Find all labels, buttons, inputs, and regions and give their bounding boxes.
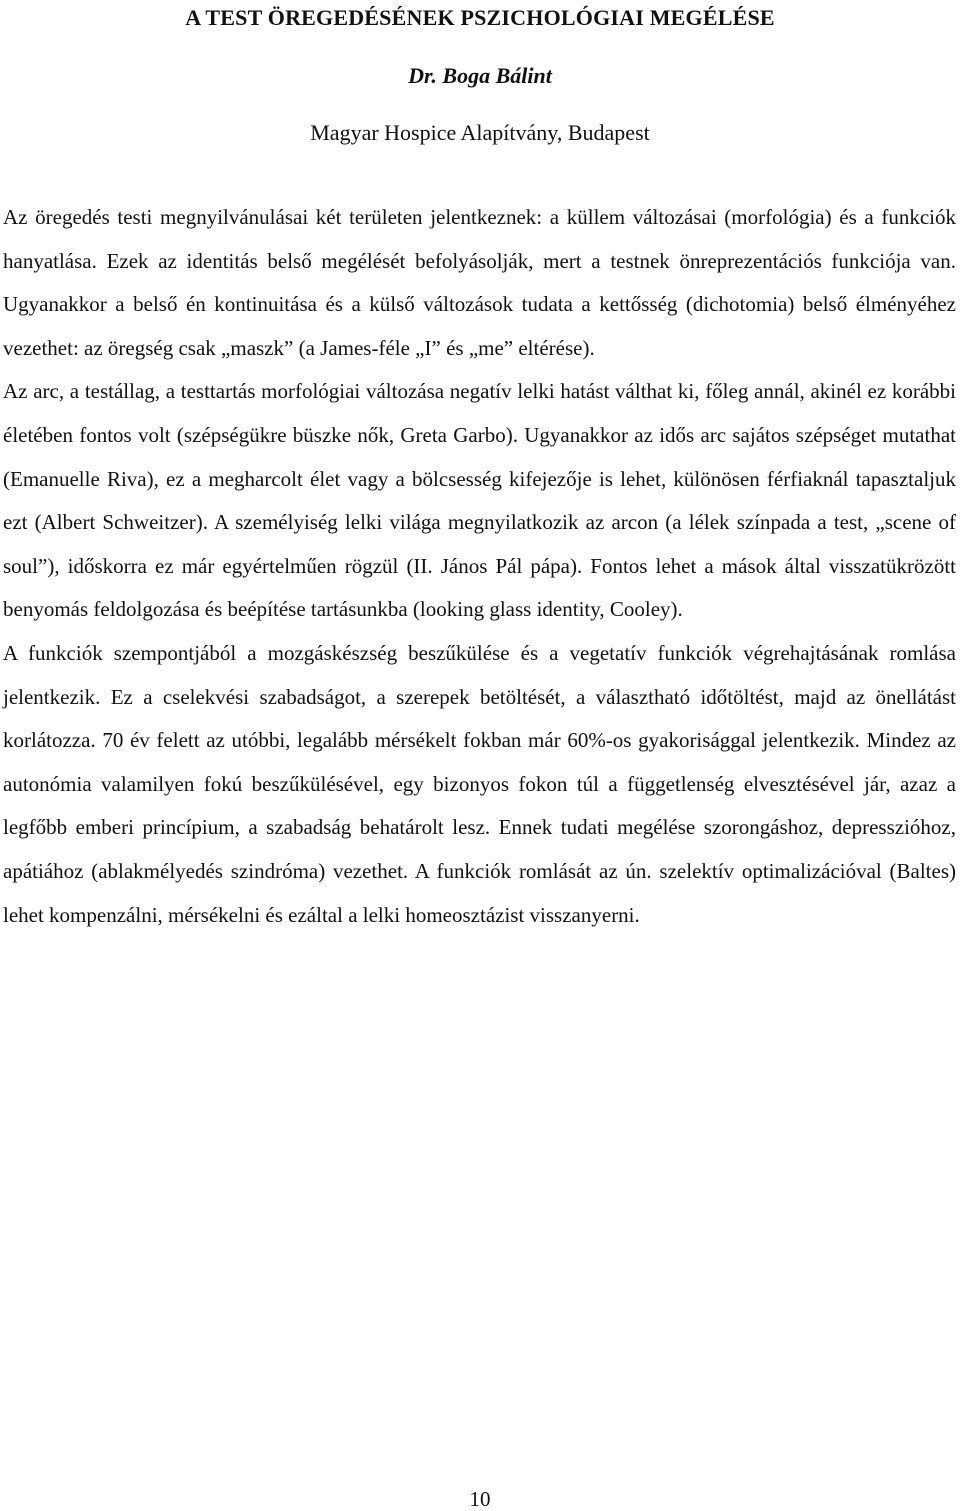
author-affiliation: Magyar Hospice Alapítvány, Budapest bbox=[310, 120, 650, 145]
paragraph-2: Az arc, a testállag, a testtartás morfológiai változása negatív lelki hatást válthat ki, főleg annál, akinél ez korábbi életében fontos volt (szépségükre büszke nők, Greta Garbo). Ugyanakkor az idős arc sajátos szépséget mutathat (Emanuelle Riva), ez a megharcolt élet vagy a bölcsesség kifejezője is lehet, különösen férfiaknál tapasztaljuk ezt (Albert Schweitzer). A személyiség lelki világa megnyilatkozik az arcon (a lélek színpada a test, „scene of soul”), időskorra ez már egyértelműen rögzül (II. János Pál pápa). Fontos lehet a mások által visszatükrözött benyomás feldolgozása és beépítése tartásunkba (looking glass identity, Cooley). bbox=[3, 379, 956, 622]
author-name: Dr. Boga Bálint bbox=[408, 63, 552, 88]
page-number: 10 bbox=[469, 1487, 491, 1511]
body-text bbox=[3, 196, 956, 937]
document-title: A TEST ÖREGEDÉSÉNEK PSZICHOLÓGIAI MEGÉLÉSE bbox=[185, 5, 775, 30]
paragraph-1: Az öregedés testi megnyilvánulásai két területen jelentkeznek: a küllem változásai (morfológia) és a funkciók hanyatlása. Ezek az identitás belső megélését befolyásolják, mert a testnek önreprezentációs funkciója van. Ugyanakkor a belső én kontinuitása és a külső változások tudata a kettősség (dichotomia) belső élményéhez vezethet: az öregség csak „maszk” (a James-féle „I” és „me” eltérése). bbox=[3, 205, 956, 360]
paragraph-3: A funkciók szempontjából a mozgáskészség beszűkülése és a vegetatív funkciók végrehajtásának romlása jelentkezik. Ez a cselekvési szabadságot, a szerepek betöltését, a választható időtöltést, majd az önellátást korlátozza. 70 év felett az utóbbi, legalább mérsékelt fokban már 60%-os gyakorisággal jelentkezik. Mindez az autonómia valamilyen fokú beszűkülésével, egy bizonyos fokon túl a függetlenség elvesztésével jár, azaz a legfőbb emberi princípium, a szabadság behatárolt lesz. Ennek tudati megélése szorongáshoz, depresszióhoz, apátiához (ablakmélyedés szindróma) vezethet. A funkciók romlását az ún. szelektív optimalizációval (Baltes) lehet kompenzálni, mérsékelni és ezáltal a lelki homeosztázist visszanyerni. bbox=[3, 640, 956, 927]
